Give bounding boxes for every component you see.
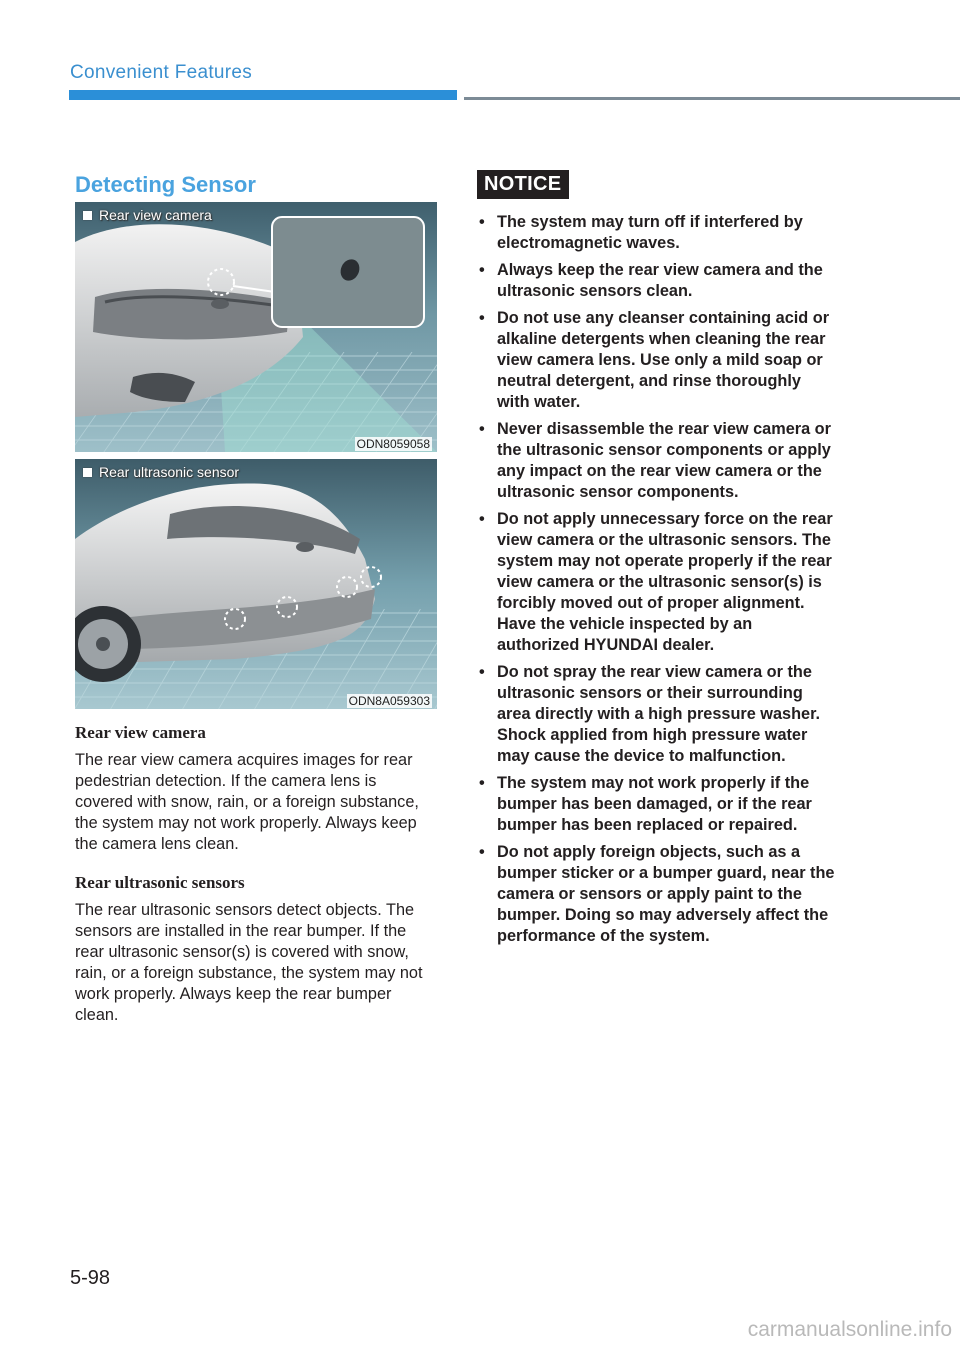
bullet-icon: • — [479, 774, 485, 792]
page-title: Detecting Sensor — [75, 172, 256, 197]
bullet-icon: • — [479, 420, 485, 438]
list-item-text: The system may not work properly if the bumper has been damaged, or if the rear bumper has been replaced or repaired. — [497, 774, 812, 834]
list-item — [477, 773, 837, 836]
bullet-icon: • — [479, 843, 485, 861]
header-rule — [464, 97, 960, 100]
figure-caption-text: Rear view camera — [99, 207, 212, 223]
square-bullet-icon — [83, 211, 92, 220]
square-bullet-icon — [83, 468, 92, 477]
list-item — [477, 842, 837, 947]
list-item — [477, 662, 837, 767]
header-rule-accent — [69, 90, 457, 100]
figure-caption-text: Rear ultrasonic sensor — [99, 464, 240, 480]
list-item-text: Do not use any cleanser containing acid or alkaline detergents when cleaning the rear view camera lens. Use only a mild soap or neutral detergent, and rinse thoroughly with water. — [497, 309, 830, 411]
figure-caption — [83, 464, 239, 480]
subsection-heading: Rear ultrasonic sensors — [75, 873, 245, 892]
list-item — [477, 260, 837, 302]
page-number: 5-98 — [70, 1267, 111, 1289]
figure-code: ODN8A059303 — [348, 694, 430, 708]
left-column — [75, 170, 437, 1026]
rear-ultrasonic-sensor-figure — [75, 459, 437, 709]
list-item-text: Do not apply foreign objects, such as a bumper sticker or a bumper guard, near the camera or sensors or apply paint to the bumper. Doing so may adversely affect the performance of the system. — [497, 843, 835, 945]
figure-code: ODN8059058 — [356, 437, 430, 451]
list-item-text: The system may turn off if interfered by electromagnetic waves. — [497, 213, 803, 252]
rear-view-camera-figure — [75, 202, 437, 452]
list-item-text: Do not spray the rear view camera or the ultrasonic sensors or their surrounding area directly with a high pressure washer. Shock applied from high pressure water may cause the device to malfunction. — [497, 663, 821, 765]
list-item — [477, 509, 837, 656]
list-item — [477, 308, 837, 413]
bullet-icon: • — [479, 213, 485, 231]
body-paragraph: The rear view camera acquires images for rear pedestrian detection. If the camera lens is covered with snow, rain, or a foreign substance, the system may not work properly. Always keep the camera lens clean. — [75, 751, 419, 853]
bullet-icon: • — [479, 309, 485, 327]
bullet-icon: • — [479, 663, 485, 681]
list-item-text: Always keep the rear view camera and the ultrasonic sensors clean. — [497, 261, 823, 300]
list-item-text: Do not apply unnecessary force on the rear view camera or the ultrasonic sensors. The system may not operate properly if the rear view camera or the ultrasonic sensor(s) is forcibly moved out of proper alignment. Have the vehicle inspected by an authorized HYUNDAI dealer. — [497, 510, 833, 654]
list-item-text: Never disassemble the rear view camera or the ultrasonic sensor components or apply any impact on the rear view camera or the ultrasonic sensor components. — [497, 420, 831, 501]
list-item — [477, 419, 837, 503]
list-item — [477, 212, 837, 254]
bullet-icon: • — [479, 261, 485, 279]
section-header: Convenient Features — [70, 62, 253, 83]
rear-ultrasonic-sensor-illustration — [75, 459, 437, 709]
rear-view-camera-illustration — [75, 202, 437, 452]
watermark: carmanualsonline.info — [747, 1318, 952, 1341]
subsection-heading: Rear view camera — [75, 723, 206, 742]
notice-badge: NOTICE — [477, 170, 569, 199]
right-column — [477, 170, 837, 953]
notice-list — [477, 212, 837, 947]
body-paragraph: The rear ultrasonic sensors detect objects. The sensors are installed in the rear bumper. If the rear ultrasonic sensor(s) is covered with snow, rain, or a foreign substance, the system may not work properly. Always keep the rear bumper clean. — [75, 901, 423, 1024]
bullet-icon: • — [479, 510, 485, 528]
figure-caption — [83, 207, 212, 223]
